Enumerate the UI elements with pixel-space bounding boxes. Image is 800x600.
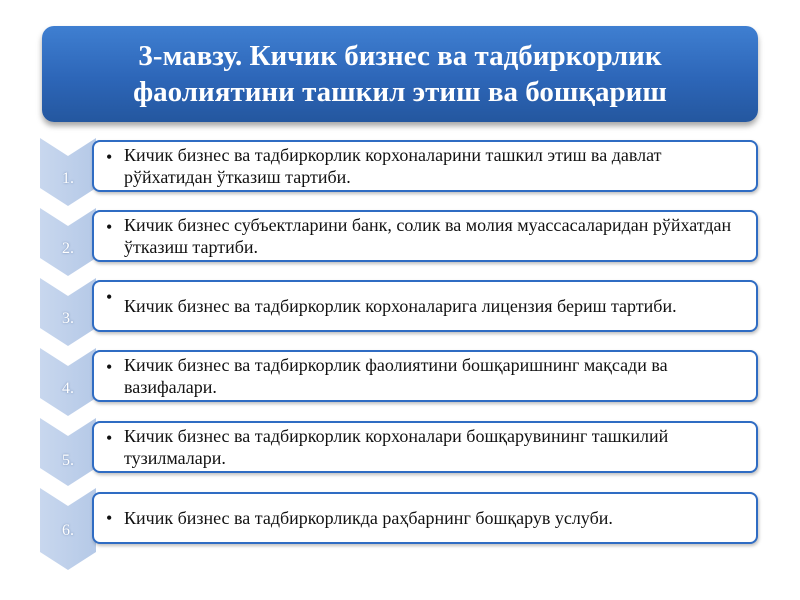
bullet-icon: • xyxy=(106,287,113,307)
bullet-icon: • xyxy=(106,357,113,377)
bullet-icon: • xyxy=(106,428,113,448)
step-number-5: 5. xyxy=(62,452,74,469)
step-card-2 xyxy=(92,210,758,262)
step-card-4 xyxy=(92,350,758,402)
bullet-icon: • xyxy=(106,217,113,237)
step-text-2: Кичик бизнес субъектларини банк, солик ва молия муассасаларидан рўйхатдан ўтказиш тартиби. xyxy=(124,215,732,257)
step-text-4: Кичик бизнес ва тадбиркорлик фаолиятини бошқаришнинг мақсади ва вазифалари. xyxy=(124,355,668,397)
step-number-4: 4. xyxy=(62,380,74,397)
step-card-1 xyxy=(92,140,758,192)
step-card-5 xyxy=(92,421,758,473)
step-number-2: 2. xyxy=(62,240,74,257)
step-card-3 xyxy=(92,280,758,332)
step-number-6: 6. xyxy=(62,522,74,539)
step-text-6: Кичик бизнес ва тадбиркорликда раҳбарнинг бошқарув услуби. xyxy=(124,508,613,528)
step-card-6 xyxy=(92,492,758,544)
step-number-3: 3. xyxy=(62,310,74,327)
step-text-3: Кичик бизнес ва тадбиркорлик корхоналарига лицензия бериш тартиби. xyxy=(124,296,677,316)
step-text-1: Кичик бизнес ва тадбиркорлик корхоналарини ташкил этиш ва давлат рўйхатидан ўтказиш тартиби. xyxy=(124,145,662,187)
bullet-icon: • xyxy=(106,147,113,167)
title-line-2: фаолиятини ташкил этиш ва бошқариш xyxy=(133,76,667,108)
step-number-1: 1. xyxy=(62,170,74,187)
bullet-icon: • xyxy=(106,508,113,528)
step-text-5: Кичик бизнес ва тадбиркорлик корхоналари бошқарувининг ташкилий тузилмалари. xyxy=(124,426,669,468)
title-line-1: 3-мавзу. Кичик бизнес ва тадбиркорлик xyxy=(138,40,662,72)
